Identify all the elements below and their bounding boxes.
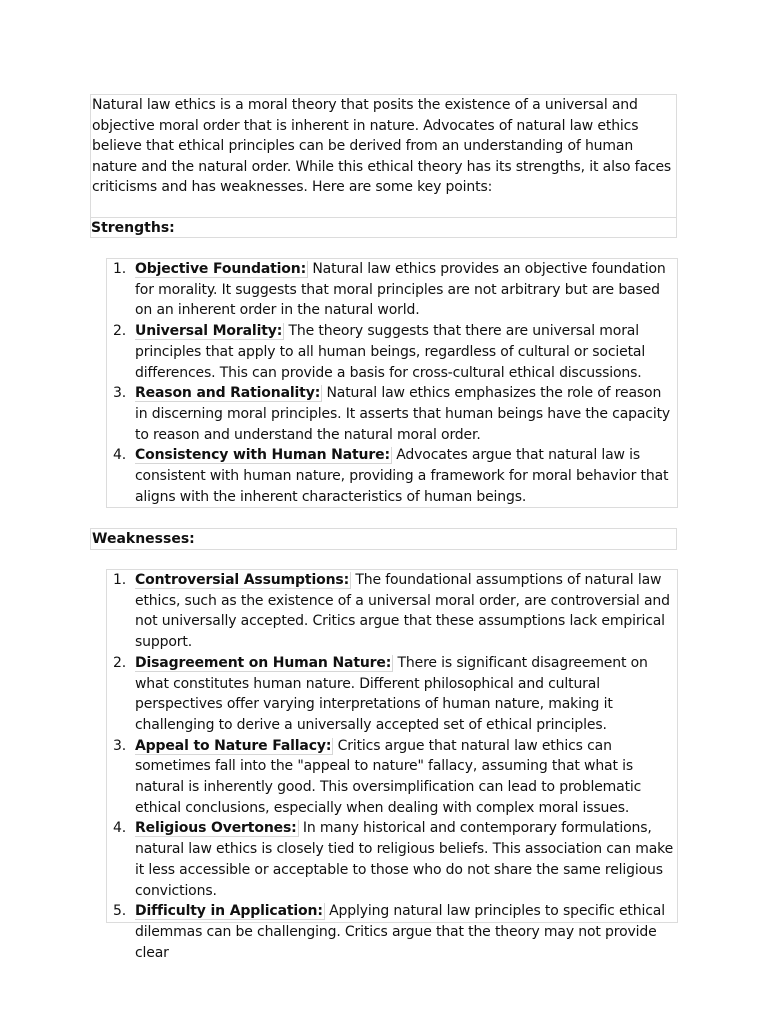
list-term: Objective Foundation: <box>135 261 307 277</box>
list-text: Critics argue that natural law ethics can sometimes fall into the "appeal to nature" fallacy, assuming that what is natural is inherently good. This oversimplification can lead to problematic ethical conclusions, especially when dealing with complex moral issues. <box>135 737 642 816</box>
strengths-heading: Strengths: <box>91 220 175 236</box>
list-number: 2. <box>113 654 127 671</box>
list-term: Religious Overtones: <box>135 820 297 837</box>
list-number: 3. <box>113 385 127 402</box>
weaknesses-list <box>107 570 677 963</box>
intro-paragraph: Natural law ethics is a moral theory that posits the existence of a universal and objective moral order that is inherent in nature. Advocates of natural law ethics believe that ethical principles can be derived from an understanding of human nature and the natural order. While this ethical theory has its strengths, it also faces criticisms and has weaknesses. Here are some key points: <box>92 97 672 196</box>
list-term: Consistency with Human Nature: <box>135 447 390 464</box>
list-item <box>107 445 677 507</box>
list-number: 3. <box>113 737 127 754</box>
list-number: 4. <box>113 447 127 464</box>
list-text: Applying natural law principles to specific ethical dilemmas can be challenging. Critics argue that the theory may not provide clear <box>135 903 665 961</box>
strengths-list-box <box>106 258 678 508</box>
strengths-list <box>107 259 677 507</box>
list-term: Appeal to Nature Fallacy: <box>135 737 332 754</box>
list-text: Natural law ethics provides an objective foundation for morality. It suggests that moral principles are not arbitrary but are based on an inherent order in the natural world. <box>135 261 666 319</box>
list-term: Difficulty in Application: <box>135 903 323 920</box>
list-item <box>107 901 677 963</box>
list-item <box>107 383 677 445</box>
list-number: 5. <box>113 903 127 920</box>
list-text: In many historical and contemporary formulations, natural law ethics is closely tied to religious beliefs. This association can make it less accessible or acceptable to those who do not share the same religious convictions. <box>135 820 674 899</box>
list-text: The foundational assumptions of natural law ethics, such as the existence of a universal moral order, are controversial and not universally accepted. Critics argue that these assumptions lack empirical support. <box>135 572 670 651</box>
list-number: 1. <box>113 572 127 588</box>
list-item <box>107 818 677 901</box>
list-number: 4. <box>113 820 127 837</box>
weaknesses-heading-box <box>90 528 677 550</box>
list-item <box>107 736 677 819</box>
list-term: Disagreement on Human Nature: <box>135 654 392 671</box>
list-text: Advocates argue that natural law is consistent with human nature, providing a framework for moral behavior that aligns with the inherent characteristics of human beings. <box>135 447 669 505</box>
list-item <box>107 653 677 736</box>
list-text: The theory suggests that there are universal moral principles that apply to all human beings, regardless of cultural or societal differences. This can provide a basis for cross-cultural ethical discussions. <box>135 323 646 381</box>
list-text: There is significant disagreement on what constitutes human nature. Different philosophical and cultural perspectives offer varying interpretations of human nature, making it challenging to derive a universally accepted set of ethical principles. <box>135 654 648 733</box>
list-text: Natural law ethics emphasizes the role of reason in discerning moral principles. It asserts that human beings have the capacity to reason and understand the natural moral order. <box>135 385 671 443</box>
list-term: Reason and Rationality: <box>135 385 321 402</box>
list-item <box>107 259 677 321</box>
weaknesses-list-box <box>106 569 678 961</box>
list-number: 2. <box>113 323 127 340</box>
list-term: Universal Morality: <box>135 323 283 340</box>
weaknesses-heading: Weaknesses: <box>92 531 195 547</box>
list-number: 1. <box>113 261 127 277</box>
list-item <box>107 570 677 653</box>
list-item <box>107 321 677 383</box>
strengths-heading-box <box>90 217 677 238</box>
list-term: Controversial Assumptions: <box>135 572 350 588</box>
